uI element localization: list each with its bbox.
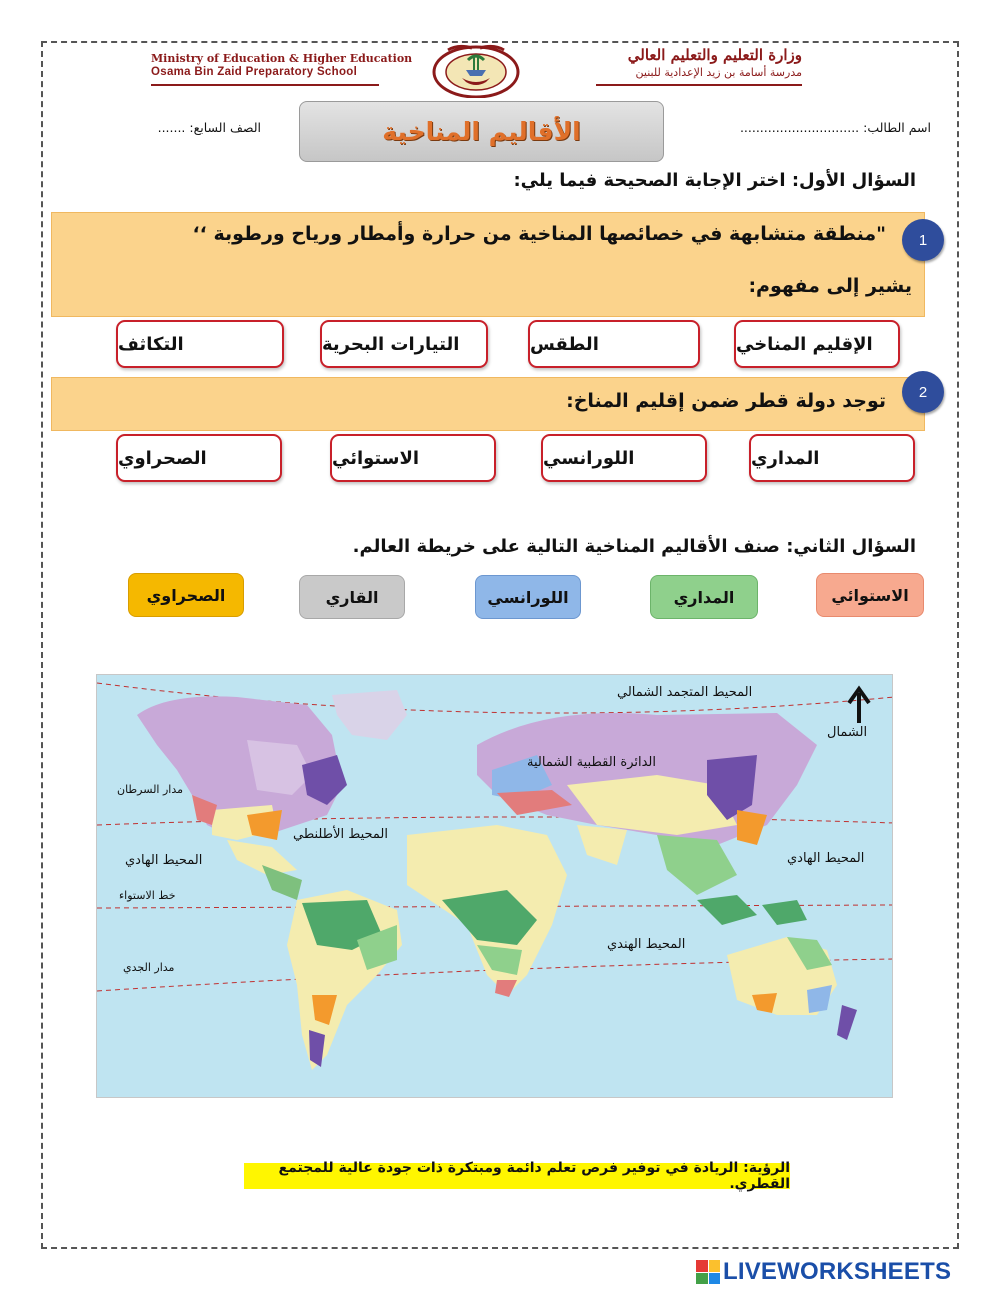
question1-heading: السؤال الأول: اختر الإجابة الصحيحة فيما يلي: bbox=[513, 170, 916, 191]
item2-option-2[interactable]: اللورانسي bbox=[541, 434, 707, 482]
school-name-en: Osama Bin Zaid Preparatory School bbox=[151, 66, 358, 78]
chip-desert[interactable]: الصحراوي bbox=[128, 573, 244, 617]
item1-text-line2: يشير إلى مفهوم: bbox=[748, 275, 912, 297]
liveworksheets-text: LIVEWORKSHEETS bbox=[723, 1258, 952, 1285]
label-arctic-ocean: المحيط المتجمد الشمالي bbox=[617, 685, 753, 700]
student-name-field[interactable]: اسم الطالب: .............................. bbox=[739, 120, 931, 135]
indonesia bbox=[697, 895, 757, 925]
liveworksheets-logo-icon bbox=[696, 1260, 720, 1284]
label-pacific-right: المحيط الهادي bbox=[787, 851, 865, 866]
label-pacific-left: المحيط الهادي bbox=[125, 853, 203, 868]
liveworksheets-watermark bbox=[696, 1257, 951, 1287]
item1-text-line1: "منطقة متشابهة في خصائصها المناخية من حرارة وأمطار ورياح ورطوبة ‘‘ bbox=[192, 223, 886, 245]
item2-text: توجد دولة قطر ضمن إقليم المناخ: bbox=[566, 390, 886, 412]
question1-item1-band bbox=[51, 212, 925, 317]
label-tropic-cancer: مدار السرطان bbox=[117, 783, 184, 796]
north-arrow-icon bbox=[849, 689, 869, 723]
label-equator: خط الاستواء bbox=[119, 889, 176, 902]
label-arctic-circle: الدائرة القطبية الشمالية bbox=[527, 755, 657, 770]
label-indian-ocean: المحيط الهندي bbox=[607, 937, 686, 952]
item1-option-2[interactable]: الطقس bbox=[528, 320, 700, 368]
item2-option-1[interactable]: المداري bbox=[749, 434, 915, 482]
header-divider-left bbox=[151, 84, 379, 86]
question2-heading: السؤال الثاني: صنف الأقاليم المناخية التالية على خريطة العالم. bbox=[352, 536, 916, 557]
label-north: الشمال bbox=[827, 725, 868, 740]
question1-item2-band bbox=[51, 377, 925, 431]
item2-option-4[interactable]: الصحراوي bbox=[116, 434, 282, 482]
school-name-ar: مدرسة أسامة بن زيد الإعدادية للبنين bbox=[635, 66, 802, 79]
chip-continental[interactable]: القاري bbox=[299, 575, 405, 619]
qatar-emblem-icon bbox=[428, 42, 524, 98]
item2-number-badge: 2 bbox=[902, 371, 944, 413]
grade-field[interactable]: الصف السابع: ....... bbox=[157, 120, 261, 135]
world-climate-map bbox=[96, 674, 893, 1098]
vision-statement: الرؤية: الريادة في توفير فرص تعلم دائمة ومبتكرة ذات جودة عالية للمجتمع القطري. bbox=[244, 1163, 790, 1189]
title-banner bbox=[299, 101, 664, 162]
chip-laurentian[interactable]: اللورانسي bbox=[475, 575, 581, 619]
page-title: الأقاليم المناخية bbox=[382, 117, 581, 146]
item1-option-3[interactable]: التيارات البحرية bbox=[320, 320, 488, 368]
label-atlantic: المحيط الأطلنطي bbox=[293, 827, 388, 842]
ministry-name-en: Ministry of Education & Higher Education bbox=[151, 52, 413, 65]
ministry-name-ar: وزارة التعليم والتعليم العالي bbox=[627, 46, 802, 64]
greenland bbox=[332, 690, 407, 740]
chip-tropical[interactable]: المداري bbox=[650, 575, 758, 619]
item1-option-1[interactable]: الإقليم المناخي bbox=[734, 320, 900, 368]
item2-option-3[interactable]: الاستوائي bbox=[330, 434, 496, 482]
item1-number-badge: 1 bbox=[902, 219, 944, 261]
header-divider-right bbox=[596, 84, 802, 86]
label-tropic-capricorn: مدار الجدي bbox=[123, 961, 175, 974]
chip-equatorial[interactable]: الاستوائي bbox=[816, 573, 924, 617]
world-map-drawing bbox=[97, 675, 893, 1098]
item1-option-4[interactable]: التكاثف bbox=[116, 320, 284, 368]
